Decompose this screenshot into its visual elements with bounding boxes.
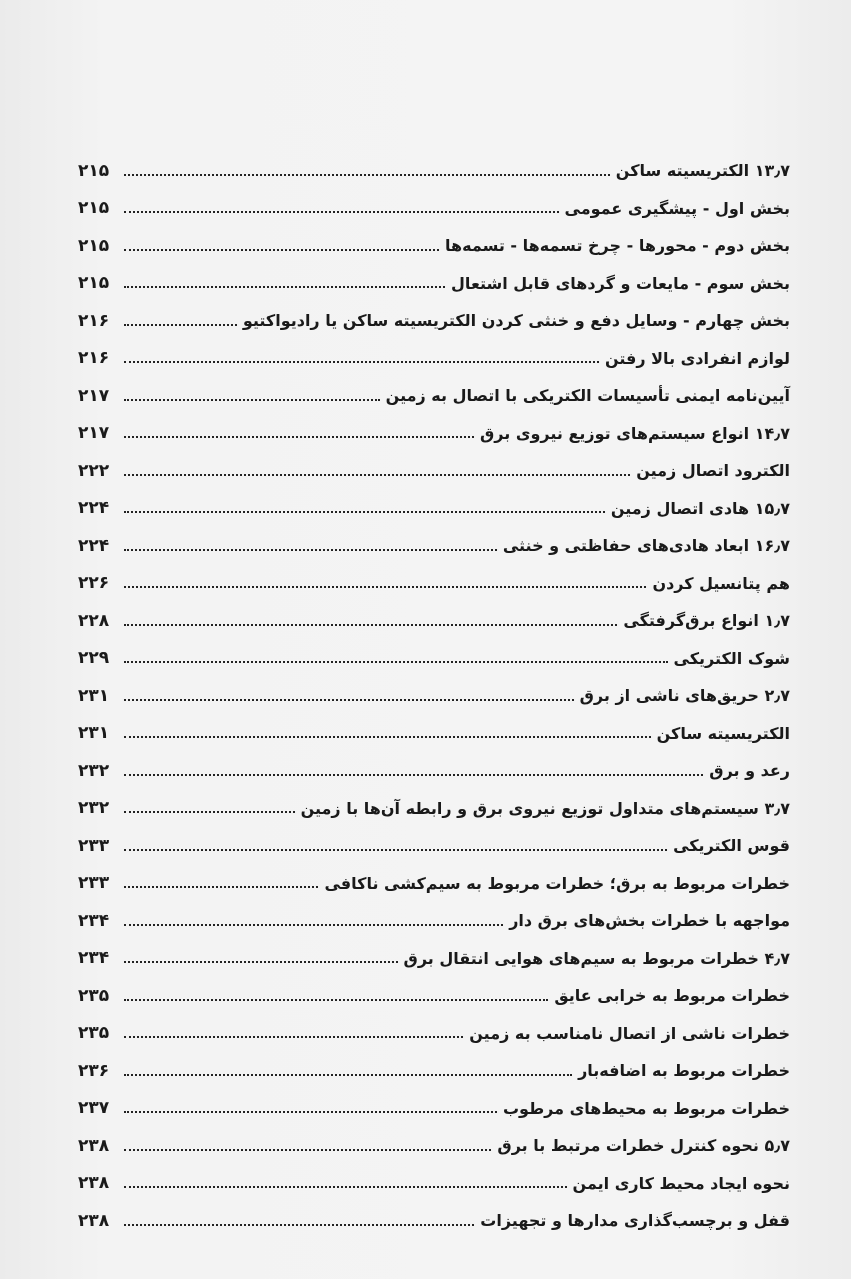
dot-leader — [124, 1186, 567, 1188]
toc-entry — [78, 415, 790, 453]
toc-entry-title: خطرات مربوط به برق؛ خطرات مربوط به سیم‌کشی ناکافی — [324, 873, 790, 893]
toc-entry — [78, 452, 790, 490]
toc-page-number: ۲۳۴ — [78, 910, 110, 931]
dot-leader — [124, 361, 599, 363]
toc-entry-title: ۱٫۷ انواع برق‌گرفتگی — [623, 611, 790, 631]
toc-entry-title: خطرات مربوط به اضافه‌بار — [578, 1061, 790, 1081]
dot-leader — [124, 624, 617, 626]
toc-entry — [78, 490, 790, 528]
toc-page-number: ۲۳۸ — [78, 1210, 110, 1231]
toc-page-number: ۲۳۳ — [78, 835, 110, 856]
table-of-contents — [78, 152, 790, 1240]
dot-leader — [124, 1074, 572, 1076]
toc-entry — [78, 265, 790, 303]
toc-entry-title: رعد و برق — [709, 761, 790, 781]
toc-page-number: ۲۱۵ — [78, 160, 110, 181]
toc-entry — [78, 940, 790, 978]
toc-entry-title: خطرات ناشی از اتصال نامناسب به زمین — [469, 1023, 790, 1043]
toc-page-number: ۲۳۲ — [78, 798, 110, 819]
toc-entry — [78, 340, 790, 378]
toc-entry-title: بخش چهارم - وسایل دفع و خنثی کردن الکتریسیته ساکن یا رادیواکتیو — [242, 311, 790, 331]
dot-leader — [124, 1224, 474, 1226]
toc-entry-title: بخش دوم - محورها - چرخ تسمه‌ها - تسمه‌ها — [445, 236, 790, 256]
toc-page-number: ۲۳۱ — [78, 723, 110, 744]
dot-leader — [124, 324, 237, 326]
toc-entry — [78, 565, 790, 603]
dot-leader — [124, 211, 559, 213]
toc-entry-title: ۵٫۷ نحوه کنترل خطرات مرتبط با برق — [497, 1136, 790, 1156]
toc-entry — [78, 790, 790, 828]
toc-entry-title: ۱۵٫۷ هادی اتصال زمین — [610, 498, 790, 518]
toc-page-number: ۲۳۱ — [78, 685, 110, 706]
toc-page-number: ۲۳۵ — [78, 985, 110, 1006]
dot-leader — [124, 961, 398, 963]
toc-entry — [78, 752, 790, 790]
toc-page-number: ۲۱۵ — [78, 198, 110, 219]
toc-page-number: ۲۲۲ — [78, 460, 110, 481]
toc-entry — [78, 902, 790, 940]
toc-page-number: ۲۳۳ — [78, 873, 110, 894]
toc-entry-title: الکتریسیته ساکن — [656, 723, 790, 743]
dot-leader — [124, 699, 574, 701]
toc-page-number: ۲۳۸ — [78, 1135, 110, 1156]
toc-entry-title: نحوه ایجاد محیط کاری ایمن — [572, 1173, 790, 1193]
toc-entry-title: خطرات مربوط به محیط‌های مرطوب — [502, 1098, 790, 1118]
dot-leader — [124, 999, 548, 1001]
dot-leader — [124, 924, 503, 926]
dot-leader — [124, 286, 445, 288]
dot-leader — [124, 511, 605, 513]
toc-entry — [78, 1202, 790, 1240]
toc-page-number: ۲۱۷ — [78, 385, 110, 406]
toc-page-number: ۲۲۶ — [78, 573, 110, 594]
toc-page-number: ۲۳۷ — [78, 1098, 110, 1119]
toc-entry — [78, 227, 790, 265]
toc-entry-title: ۲٫۷ حریق‌های ناشی از برق — [579, 686, 790, 706]
toc-entry-title: بخش سوم - مایعات و گردهای قابل اشتعال — [451, 273, 790, 293]
toc-page-number: ۲۲۴ — [78, 535, 110, 556]
dot-leader — [124, 661, 668, 663]
toc-entry — [78, 377, 790, 415]
toc-entry-title: آیین‌نامه ایمنی تأسیسات الکتریکی با اتصال به زمین — [385, 386, 790, 406]
toc-page-number: ۲۲۸ — [78, 610, 110, 631]
dot-leader — [124, 399, 380, 401]
toc-page-number: ۲۱۶ — [78, 310, 110, 331]
toc-entry — [78, 677, 790, 715]
toc-entry-title: شوک الکتریکی — [673, 648, 790, 668]
toc-entry — [78, 1127, 790, 1165]
dot-leader — [124, 249, 439, 251]
toc-entry-title: قوس الکتریکی — [673, 836, 790, 856]
toc-entry — [78, 602, 790, 640]
toc-entry-title: ۴٫۷ خطرات مربوط به سیم‌های هوایی انتقال برق — [403, 948, 790, 968]
toc-entry-title: ۱۶٫۷ ابعاد هادی‌های حفاظتی و خنثی — [502, 536, 790, 556]
toc-entry-title: الکترود اتصال زمین — [636, 461, 790, 481]
dot-leader — [124, 174, 610, 176]
toc-page-number: ۲۳۵ — [78, 1023, 110, 1044]
toc-entry — [78, 827, 790, 865]
toc-page-number: ۲۱۷ — [78, 423, 110, 444]
toc-entry — [78, 1090, 790, 1128]
toc-entry — [78, 865, 790, 903]
toc-page-number: ۲۳۸ — [78, 1173, 110, 1194]
toc-entry-title: بخش اول - پیشگیری عمومی — [564, 198, 790, 218]
dot-leader — [124, 736, 651, 738]
toc-page-number: ۲۳۶ — [78, 1060, 110, 1081]
toc-page-number: ۲۳۴ — [78, 948, 110, 969]
toc-entry-title: هم پتانسیل کردن — [652, 573, 790, 593]
toc-entry — [78, 1052, 790, 1090]
toc-entry — [78, 152, 790, 190]
dot-leader — [124, 849, 667, 851]
toc-entry-title: خطرات مربوط به خرابی عایق — [554, 986, 790, 1006]
dot-leader — [124, 1111, 497, 1113]
toc-entry — [78, 302, 790, 340]
toc-entry — [78, 715, 790, 753]
dot-leader — [124, 586, 646, 588]
toc-page-number: ۲۱۶ — [78, 348, 110, 369]
dot-leader — [124, 436, 474, 438]
toc-page-number: ۲۱۵ — [78, 273, 110, 294]
toc-entry — [78, 190, 790, 228]
dot-leader — [124, 886, 318, 888]
toc-entry — [78, 640, 790, 678]
toc-entry-title: قفل و برچسب‌گذاری مدارها و تجهیزات — [480, 1211, 790, 1231]
toc-entry-title: ۱۳٫۷ الکتریسیته ساکن — [615, 161, 790, 181]
dot-leader — [124, 474, 630, 476]
dot-leader — [124, 811, 295, 813]
dot-leader — [124, 1149, 491, 1151]
toc-page-number: ۲۱۵ — [78, 235, 110, 256]
dot-leader — [124, 1036, 463, 1038]
toc-entry — [78, 527, 790, 565]
dot-leader — [124, 774, 703, 776]
toc-entry — [78, 977, 790, 1015]
toc-page-number: ۲۲۹ — [78, 648, 110, 669]
dot-leader — [124, 549, 497, 551]
toc-entry — [78, 1165, 790, 1203]
toc-page-number: ۲۲۴ — [78, 498, 110, 519]
toc-entry-title: ۱۴٫۷ انواع سیستم‌های توزیع نیروی برق — [479, 423, 790, 443]
toc-entry-title: ۳٫۷ سیستم‌های متداول توزیع نیروی برق و رابطه آن‌ها با زمین — [300, 798, 790, 818]
toc-entry-title: لوازم انفرادی بالا رفتن — [604, 348, 790, 368]
toc-entry-title: مواجهه با خطرات بخش‌های برق دار — [509, 911, 790, 931]
toc-page-number: ۲۳۲ — [78, 760, 110, 781]
toc-entry — [78, 1015, 790, 1053]
